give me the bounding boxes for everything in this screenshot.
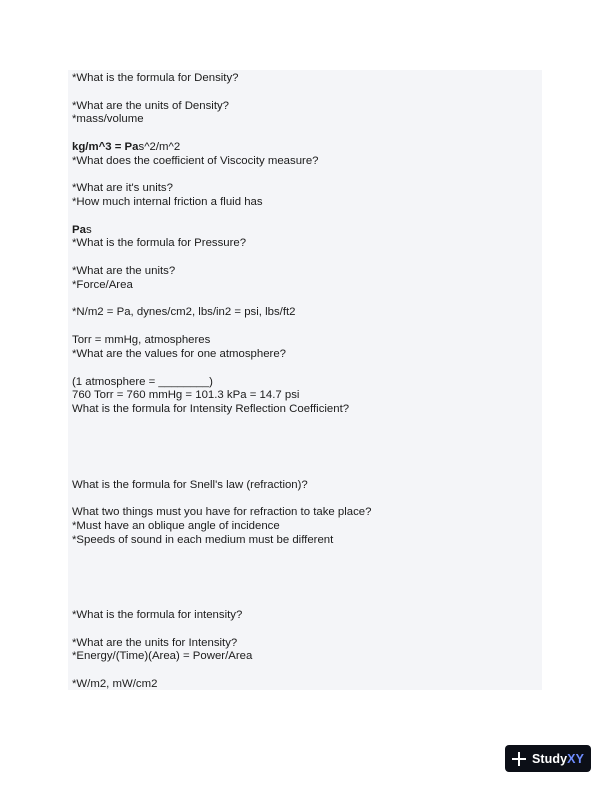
- viscosity-units-rest: s: [85, 224, 92, 236]
- brand-name-accent: XY: [567, 751, 585, 766]
- atmosphere-blank: (1 atmosphere = ________): [72, 376, 213, 388]
- refraction-question: What two things must you have for refraction to take place?: [72, 506, 372, 518]
- brand-name-main: Study: [531, 751, 568, 766]
- viscosity-question: *What does the coefficient of Viscocity measure?: [72, 155, 319, 167]
- viscosity-units-bold: Pa: [72, 224, 86, 236]
- intensity-units-question: *What are the units for Intensity?: [72, 637, 238, 649]
- intensity-formula-question: *What is the formula for intensity?: [72, 609, 243, 621]
- snells-law-question: What is the formula for Snell's law (refraction)?: [72, 479, 308, 491]
- viscosity-units-value: [72, 224, 92, 237]
- density-units-rest: s^2/m^2: [138, 141, 181, 153]
- studyxy-badge[interactable]: [505, 745, 591, 772]
- intensity-formula-answer: *Energy/(Time)(Area) = Power/Area: [72, 650, 253, 662]
- pressure-units-extra: Torr = mmHg, atmospheres: [72, 334, 211, 346]
- density-formula-question: *What is the formula for Density?: [72, 72, 239, 84]
- brand-name: [532, 752, 584, 766]
- pressure-units-answer: *N/m2 = Pa, dynes/cm2, lbs/in2 = psi, lbs/ft2: [72, 306, 296, 318]
- pressure-units-question: *What are the units?: [72, 265, 176, 277]
- refraction-answer-2: *Speeds of sound in each medium must be different: [72, 534, 334, 546]
- irc-question: What is the formula for Intensity Reflection Coefficient?: [72, 403, 350, 415]
- viscosity-units-question: *What are it's units?: [72, 182, 173, 194]
- pressure-formula-question: *What is the formula for Pressure?: [72, 237, 247, 249]
- density-units-value: [72, 141, 180, 154]
- density-units-question: *What are the units of Density?: [72, 100, 230, 112]
- atmosphere-question: *What are the values for one atmosphere?: [72, 348, 287, 360]
- density-units-answer: *mass/volume: [72, 113, 144, 125]
- plus-icon: [512, 752, 526, 766]
- refraction-answer-1: *Must have an oblique angle of incidence: [72, 520, 280, 532]
- density-units-bold: kg/m^3 = Pa: [72, 141, 139, 153]
- pressure-formula-answer: *Force/Area: [72, 279, 133, 291]
- atmosphere-answer: 760 Torr = 760 mmHg = 101.3 kPa = 14.7 psi: [72, 389, 300, 401]
- intensity-units-answer: *W/m2, mW/cm2: [72, 678, 158, 690]
- viscosity-answer: *How much internal friction a fluid has: [72, 196, 263, 208]
